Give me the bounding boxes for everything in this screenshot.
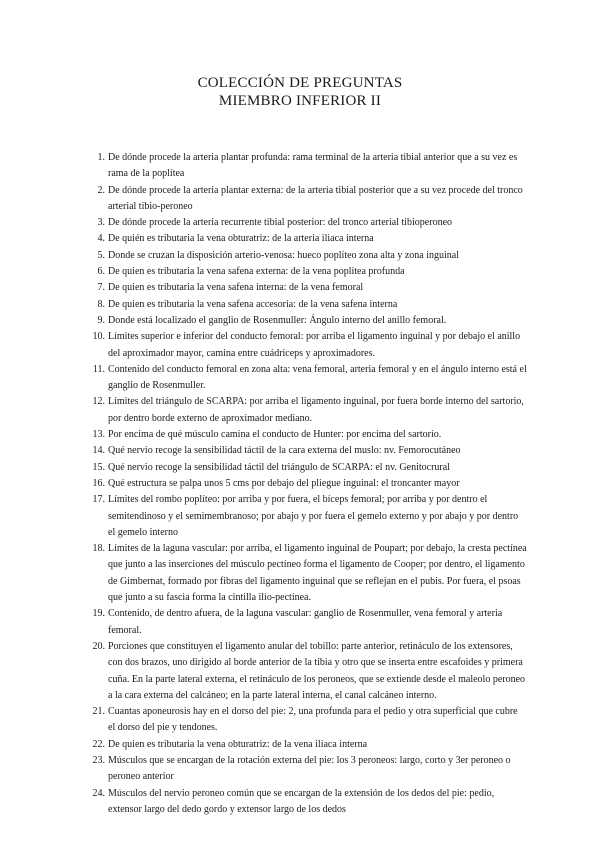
question-number: 23. — [92, 754, 105, 766]
question-text: De quien es tributaria la vena safena externa: de la vena poplítea profunda — [108, 266, 405, 278]
question-text: Donde está localizado el ganglio de Rosenmuller: Ángulo interno del anillo femoral. — [108, 314, 447, 326]
question-item — [87, 786, 527, 819]
question-item — [87, 476, 527, 492]
question-item — [87, 183, 527, 216]
question-item — [87, 150, 527, 183]
question-text: Qué estructura se palpa unos 5 cms por debajo del pliegue inguinal: el troncanter mayor — [108, 477, 460, 489]
question-item — [87, 443, 527, 459]
question-item — [87, 248, 527, 264]
question-item — [87, 606, 527, 639]
question-item — [87, 460, 527, 476]
question-number: 3. — [97, 217, 105, 229]
question-number: 13. — [92, 429, 105, 441]
question-text: Porciones que constituyen el ligamento anular del tobillo: parte anterior, retináculo de los extensores, con dos brazos, uno dirigido al borde anterior de la tibia y otro que se inserta entre escafoides y primera cuña. En la parte lateral externa, el retináculo de los peroneos, que se extiende desde el maleolo peroneo a la cara externa del calcáneo; en la parte lateral interna, el canal calcáneo interno. — [108, 640, 526, 701]
question-item — [87, 362, 527, 395]
question-item — [87, 639, 527, 704]
question-text: Límites del triángulo de SCARPA: por arriba el ligamento inguinal, por fuera borde interno del sartorio, por dentro borde externo de aproximador mediano. — [108, 396, 524, 424]
question-text: Límites de la laguna vascular: por arriba, el ligamento inguinal de Poupart; por debajo, la cresta pectínea que junto a las inserciones del músculo pectíneo forma el ligamento de Cooper; por dentro, el ligamento de Gimbernat, formado por fibras del ligamento inguinal que se reflejan en el pubis. Por fuera, el psoas que junto a su fascia forma la cintilla ilio-pectínea. — [108, 543, 527, 604]
question-number: 17. — [92, 494, 105, 506]
question-text: Por encima de qué músculo camina el conducto de Hunter: por encima del sartorio. — [108, 429, 442, 441]
question-text: Límites superior e inferior del conducto femoral: por arriba el ligamento inguinal y por debajo el anillo del aproximador mayor, camina entre cuádriceps y aproximadores. — [108, 331, 521, 359]
question-text: Cuantas aponeurosis hay en el dorso del pie: 2, una profunda para el pedio y otra superficial que cubre el dorso del pie y tendones. — [108, 706, 518, 734]
question-number: 4. — [97, 233, 105, 245]
question-number: 12. — [92, 396, 105, 408]
question-text: Contenido, de dentro afuera, de la laguna vascular: ganglio de Rosenmuller, vena femoral y arteria femoral. — [108, 608, 503, 636]
question-number: 24. — [92, 787, 105, 799]
question-text: De quien es tributaria la vena safena interna: de la vena femoral — [108, 282, 364, 294]
question-item — [87, 231, 527, 247]
question-number: 22. — [92, 738, 105, 750]
question-text: De dónde procede la arteria recurrente tibial posterior: del tronco arterial tibioperoneo — [108, 217, 453, 229]
question-item — [87, 313, 527, 329]
question-number: 11. — [92, 363, 105, 375]
question-number: 8. — [97, 298, 105, 310]
question-item — [87, 753, 527, 786]
question-text: Límites del rombo poplíteo: por arriba y por fuera, el bíceps femoral; por arriba y por dentro el semitendinoso y el semimembranoso; por abajo y por fuera el gemelo externo y por abajo y por dentro el gemelo interno — [108, 494, 519, 538]
question-item — [87, 264, 527, 280]
question-text: De dónde procede la arteria plantar externa: de la arteria tibial posterior que a su vez procede del tronco arterial tibio-peroneo — [108, 184, 523, 212]
question-number: 16. — [92, 477, 105, 489]
question-text: Contenido del conducto femoral en zona alta: vena femoral, arteria femoral y en el ángulo interno está el ganglio de Rosenmuller. — [108, 363, 527, 392]
question-number: 9. — [97, 314, 105, 326]
question-item — [87, 297, 527, 313]
question-item — [87, 215, 527, 231]
question-number: 18. — [92, 543, 105, 555]
question-text: De dónde procede la arteria plantar profunda: rama terminal de la arteria tibial anterior que a su vez es rama de la poplítea — [108, 152, 518, 180]
question-text: Qué nervio recoge la sensibilidad táctil de la cara externa del muslo: nv. Femorocutáneo — [108, 445, 461, 457]
question-list — [87, 150, 527, 818]
question-text: Músculos que se encargan de la rotación externa del pie: los 3 peroneos: largo, corto y 3er peroneo o peroneo anterior — [108, 754, 511, 783]
question-item — [87, 427, 527, 443]
question-text: Músculos del nervio peroneo común que se encargan de la extensión de los dedos del pie: pedio, extensor largo del dedo gordo y extensor largo de los dedos — [108, 787, 495, 815]
question-item — [87, 541, 527, 606]
question-number: 2. — [97, 184, 105, 196]
question-number: 21. — [92, 706, 105, 718]
document-title: COLECCIÓN DE PREGUNTAS — [197, 75, 403, 91]
question-number: 1. — [97, 152, 105, 163]
question-item — [87, 329, 527, 362]
question-item — [87, 704, 527, 737]
question-item — [87, 394, 527, 427]
question-number: 20. — [92, 640, 105, 652]
question-number: 7. — [97, 282, 105, 294]
question-number: 15. — [92, 461, 105, 473]
question-text: De quien es tributaria la vena safena accesoria: de la vena safena interna — [108, 298, 398, 310]
question-item — [87, 737, 527, 753]
question-number: 19. — [92, 608, 105, 620]
question-number: 10. — [92, 331, 105, 343]
question-text: Qué nervio recoge la sensibilidad táctil del triángulo de SCARPA: el nv. Genitocrural — [108, 461, 450, 473]
document-subtitle: MIEMBRO INFERIOR II — [218, 93, 382, 109]
question-number: 5. — [97, 249, 105, 261]
question-text: De quién es tributaria la vena obturatriz: de la arteria iliaca interna — [108, 233, 374, 245]
question-number: 14. — [92, 445, 105, 457]
question-text: De quien es tributaria la vena obturatriz: de la vena iliaca interna — [108, 738, 368, 750]
question-text: Donde se cruzan la disposición arterio-venosa: hueco poplíteo zona alta y zona inguinal — [108, 249, 459, 261]
question-item — [87, 492, 527, 541]
question-number: 6. — [97, 266, 105, 278]
question-item — [87, 280, 527, 296]
